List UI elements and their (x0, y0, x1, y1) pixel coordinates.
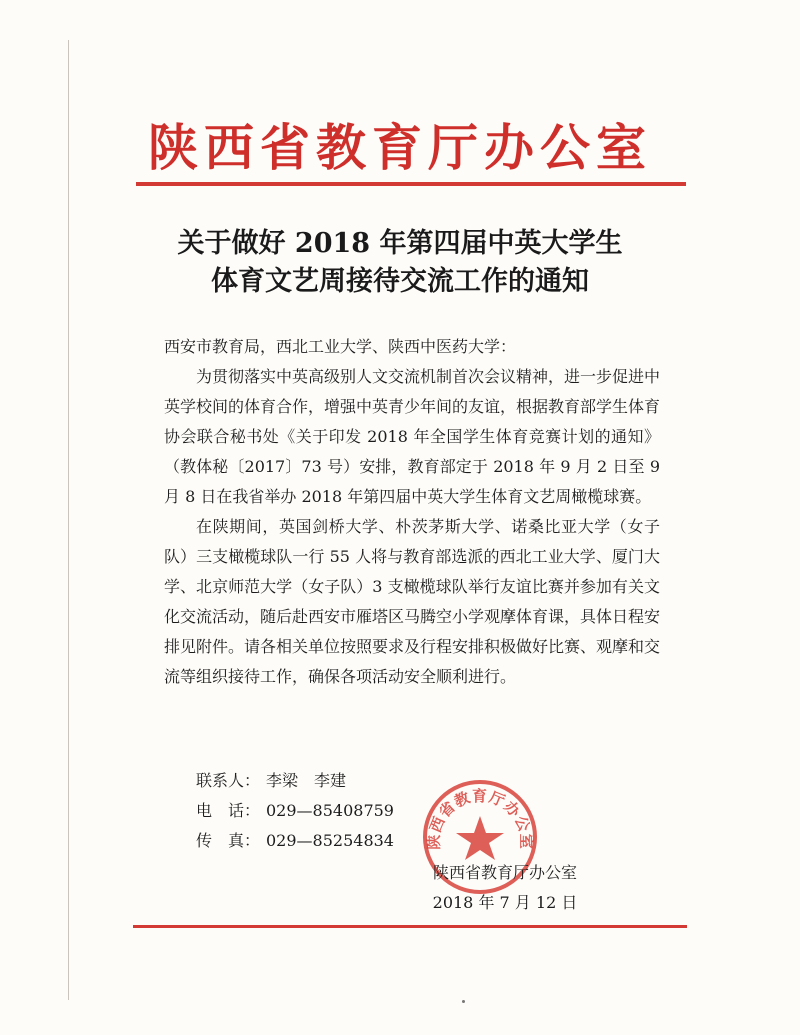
notice-body (164, 332, 660, 692)
footer-red-rule (133, 925, 687, 928)
seal-arc-text: 陕西省教育厅办公室 (424, 786, 536, 850)
page-fold-line (68, 40, 69, 1000)
contact-phone-row (196, 796, 394, 826)
body-paragraph-2: 在陕期间，英国剑桥大学、朴茨茅斯大学、诺桑比亚大学（女子队）三支橄榄球队一行 55 人将与教育部选派的西北工业大学、厦门大学、北京师范大学（女子队）3 支橄榄球队举行友谊比赛并参加有关文化交流活动，随后赴西安市雁塔区马腾空小学观摩体育课，具体日程安排见附件。请各相关单位按照要求及行程安排积极做好比赛、观摩和交流等组织接待工作，确保各项活动安全顺利进行。 (164, 517, 661, 686)
contact-fax-label: 传 真： (196, 831, 261, 850)
addressee-line: 西安市教育局，西北工业大学、陕西中医药大学： (164, 337, 517, 356)
scan-speck (462, 1000, 465, 1003)
notice-title-line-2: 体育文艺周接待交流工作的通知 (211, 266, 589, 297)
contact-fax-row (196, 826, 394, 856)
contact-phone-value: 029—85408759 (266, 801, 394, 820)
issuer-header-title: 陕西省教育厅办公室 (148, 118, 652, 177)
header-red-rule (136, 182, 686, 186)
signature-office: 陕西省教育厅办公室 (432, 863, 577, 882)
notice-title-line-1: 关于做好 2018 年第四届中英大学生 (177, 228, 623, 259)
body-paragraph-1: 为贯彻落实中英高级别人文交流机制首次会议精神，进一步促进中英学校间的体育合作，增强中英青少年间的友谊，根据教育部学生体育协会联合秘书处《关于印发 2018 年全国学生体育竞赛计划的通知》（教体秘〔2017〕73 号）安排，教育部定于 2018 年 9 月 2 日至 9 月 8 日在我省举办 2018 年第四届中英大学生体育文艺周橄榄球赛。 (164, 367, 661, 506)
contact-fax-value: 029—85254834 (266, 831, 394, 850)
contact-person-row (196, 766, 394, 796)
contact-block (196, 766, 394, 856)
signature-date: 2018 年 7 月 12 日 (432, 893, 578, 912)
contact-person-label: 联系人： (196, 771, 261, 790)
signature-block (420, 858, 590, 918)
contact-person-value: 李梁 李建 (266, 771, 347, 790)
notice-title (0, 225, 800, 301)
contact-phone-label: 电 话： (196, 801, 261, 820)
